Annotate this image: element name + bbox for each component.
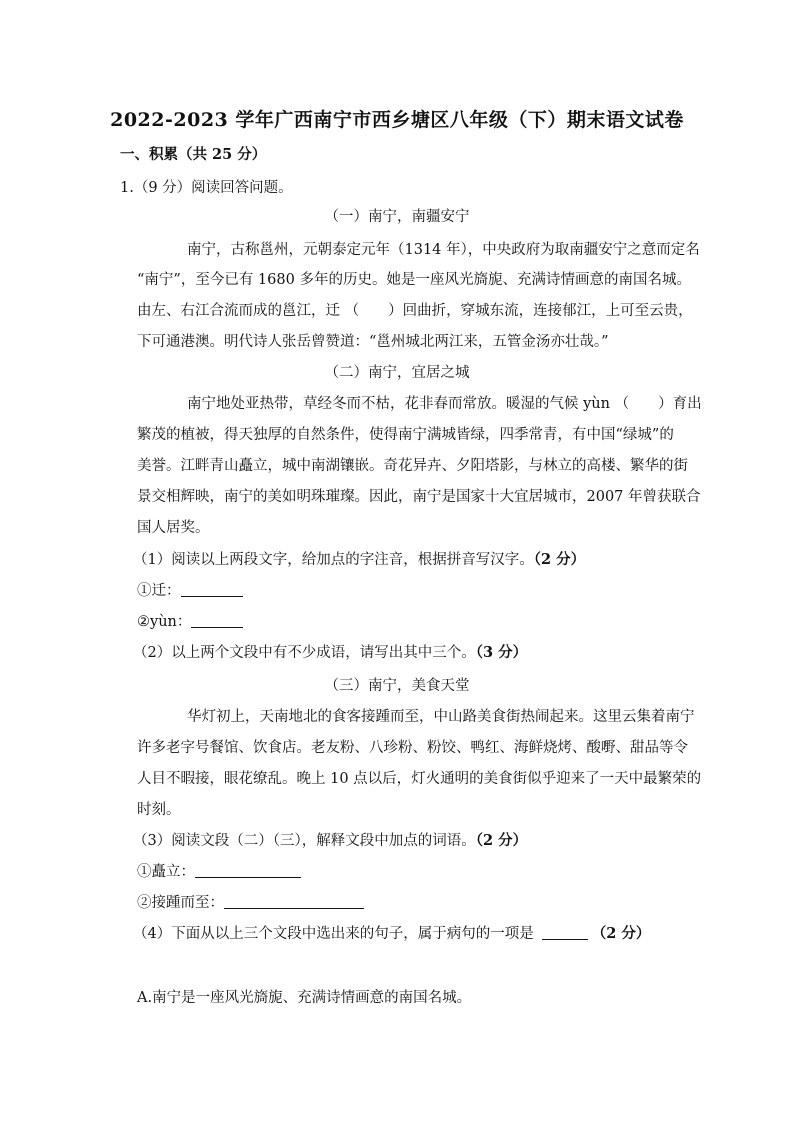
answer-1b (137, 612, 707, 632)
sub-question-4 (133, 924, 703, 944)
part2-line-5: 国人居奖。 (137, 520, 210, 536)
part2-line-3: 美誉。江畔青山矗立，城中南湖镶嵌。奇花异卉、夕阳塔影，与林立的高楼、繁华的街 (137, 458, 688, 474)
answer-3b (137, 893, 707, 913)
answer-3a-blank[interactable] (195, 863, 301, 878)
part1-line-4: 下可通港澳。明代诗人张岳曾赞道：“邕州城北两江来，五管金汤亦壮哉。” (137, 334, 609, 350)
part1-heading: （一）南宁，南疆安宁 (324, 209, 470, 225)
part2-line-1: 南宁地处亚热带，草经冬而不枯，花非春而常放。暖湿的气候 yùn （ ）育出 (187, 396, 702, 412)
answer-4-blank[interactable] (542, 925, 588, 940)
answer-1b-label: ②yùn： (137, 614, 192, 630)
part3-line-1: 华灯初上，天南地北的食客接踵而至，中山路美食街热闹起来。这里云集着南宁 (187, 709, 695, 725)
answer-3b-blank[interactable] (224, 894, 364, 909)
answer-1a (137, 581, 707, 601)
sub-question-3-text: （3）阅读文段（二）（三），解释文段中加点的词语。 (133, 833, 476, 849)
part1-line-2: “南宁”，至今已有 1680 多年的历史。她是一座风光旖旎、充满诗情画意的南国名城。 (137, 272, 691, 288)
sub-question-1 (133, 550, 703, 570)
sub-question-3 (133, 831, 703, 851)
part3-line-4: 时刻。 (137, 802, 181, 818)
answer-3a-label: ①矗立： (137, 864, 195, 880)
answer-1a-blank[interactable] (181, 582, 243, 597)
sub-question-4-score: （2 分） (591, 925, 651, 942)
sub-question-1-score: （2 分） (533, 551, 586, 568)
part3-line-3: 人目不暇接，眼花缭乱。晚上 10 点以后，灯火通明的美食街似乎迎来了一天中最繁荣的 (137, 771, 702, 787)
part3-line-2: 许多老字号餐馆、饮食店。老友粉、八珍粉、粉饺、鸭红、海鲜烧烤、酸嘢、甜品等令 (137, 740, 688, 756)
answer-3b-label: ②接踵而至： (137, 895, 224, 911)
question-1: 1.（9 分）阅读回答问题。 (120, 180, 293, 196)
answer-1b-blank[interactable] (191, 613, 243, 628)
section-heading: 一、积累（共 25 分） (120, 146, 267, 163)
part2-line-2: 繁茂的植被，得天独厚的自然条件，使得南宁满城皆绿，四季常青，有中国“绿城”的 (137, 427, 674, 443)
part2-heading: （二）南宁，宜居之城 (324, 365, 470, 381)
part2-line-4: 景交相辉映，南宁的美如明珠璀璨。因此，南宁是国家十大宜居城市，2007 年曾获联合 (137, 489, 701, 505)
sub-question-2-score: （3 分） (475, 644, 528, 661)
answer-3a (137, 862, 707, 882)
part1-line-1: 南宁，古称邕州，元朝泰定元年（1314 年），中央政府为取南疆安宁之意而定名 (187, 242, 700, 258)
sub-question-2 (133, 643, 703, 663)
sub-question-3-score: （2 分） (475, 832, 528, 849)
part1-line-3: 由左、右江合流而成的邕江，迁 （ ）回曲折，穿城东流，连接郁江，上可至云贵， (137, 303, 693, 319)
sub-question-4-text: （4）下面从以上三个文段中选出来的句子，属于病句的一项是 (133, 926, 534, 942)
answer-1a-label: ①迁： (137, 583, 181, 599)
option-a: A.南宁是一座风光旖旎、充满诗情画意的南国名城。 (137, 990, 472, 1006)
sub-question-2-text: （2）以上两个文段中有不少成语，请写出其中三个。 (133, 645, 476, 661)
page-title: 2022-2023 学年广西南宁市西乡塘区八年级（下）期末语文试卷 (110, 109, 684, 131)
sub-question-1-text: （1）阅读以上两段文字，给加点的字注音，根据拼音写汉字。 (133, 552, 534, 568)
part3-heading: （三）南宁，美食天堂 (324, 678, 470, 694)
